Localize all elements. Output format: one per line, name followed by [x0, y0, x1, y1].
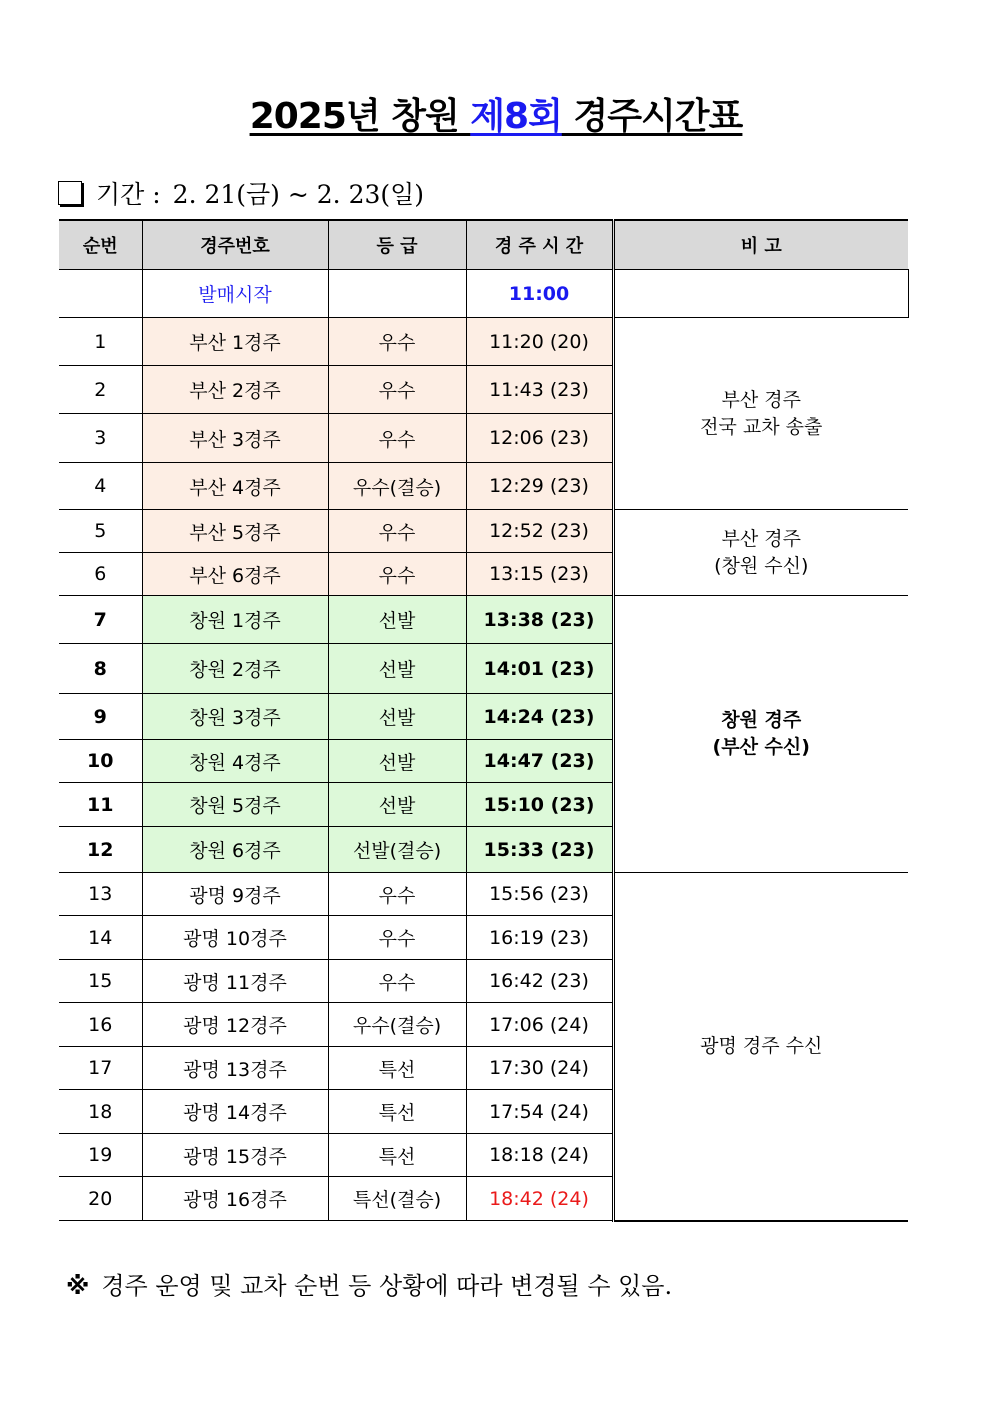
row-no: 6: [59, 553, 142, 596]
row-no: 10: [59, 740, 142, 783]
row-time: 13:38 (23): [466, 596, 613, 644]
row-race: 부산 3경주: [142, 414, 328, 463]
start-time: 11:00: [466, 270, 613, 318]
race-schedule-table: [59, 219, 909, 1222]
title-highlight: 제8회: [470, 96, 562, 137]
row-race: 광명 9경주: [142, 873, 328, 916]
row-no: 4: [59, 463, 142, 510]
header-time: 경 주 시 간: [466, 220, 613, 270]
remark-line: (부산 수신): [712, 736, 810, 758]
row-time: 14:47 (23): [466, 740, 613, 783]
row-time: 14:24 (23): [466, 694, 613, 740]
row-race: 광명 11경주: [142, 960, 328, 1003]
header-remark: 비 고: [613, 220, 908, 270]
row-race: 창원 5경주: [142, 783, 328, 827]
reference-mark-icon: ※: [66, 1272, 90, 1300]
table-row: [59, 596, 908, 644]
row-grade: 특선: [328, 1047, 466, 1090]
row-grade: 특선(결승): [328, 1177, 466, 1221]
row-race: 창원 2경주: [142, 644, 328, 694]
row-time: 16:42 (23): [466, 960, 613, 1003]
row-time: 15:56 (23): [466, 873, 613, 916]
period-label: 기간 :: [96, 180, 161, 209]
row-grade: 선발: [328, 644, 466, 694]
row-no: 5: [59, 510, 142, 553]
row-time: 18:18 (24): [466, 1134, 613, 1177]
checkbox-icon: [58, 181, 82, 205]
row-grade: 우수(결승): [328, 463, 466, 510]
row-time: 15:33 (23): [466, 827, 613, 873]
row-no: 8: [59, 644, 142, 694]
start-remark: [613, 270, 908, 318]
row-grade: 우수: [328, 366, 466, 414]
row-grade: 특선: [328, 1090, 466, 1134]
row-time: 11:20 (20): [466, 318, 613, 366]
remark-line: 부산 경주: [721, 388, 801, 411]
sales-start-row: [59, 270, 908, 318]
row-no: 16: [59, 1003, 142, 1047]
row-race: 창원 6경주: [142, 827, 328, 873]
row-grade: 특선: [328, 1134, 466, 1177]
period-line: [58, 175, 424, 211]
header-no: 순번: [59, 220, 142, 270]
remark-busan-receive: [613, 510, 908, 596]
period-value: 2. 21(금) ~ 2. 23(일): [172, 180, 425, 209]
row-grade: 우수: [328, 414, 466, 463]
row-grade: 선발: [328, 596, 466, 644]
row-race: 광명 13경주: [142, 1047, 328, 1090]
remark-line: 부산 경주: [721, 527, 801, 550]
row-grade: 우수: [328, 553, 466, 596]
remark-line: (창원 수신): [714, 554, 809, 577]
row-time: 16:19 (23): [466, 916, 613, 960]
row-race: 광명 10경주: [142, 916, 328, 960]
row-race: 부산 4경주: [142, 463, 328, 510]
table-row: [59, 873, 908, 916]
row-no: 2: [59, 366, 142, 414]
row-race: 부산 5경주: [142, 510, 328, 553]
start-no: [59, 270, 142, 318]
row-time: 17:54 (24): [466, 1090, 613, 1134]
remark-gwangmyeong: 광명 경주 수신: [613, 873, 908, 1221]
row-race: 부산 6경주: [142, 553, 328, 596]
row-grade: 선발(결승): [328, 827, 466, 873]
row-no: 12: [59, 827, 142, 873]
row-no: 3: [59, 414, 142, 463]
table-header-row: [59, 220, 908, 270]
row-race: 광명 14경주: [142, 1090, 328, 1134]
row-race: 광명 12경주: [142, 1003, 328, 1047]
row-no: 7: [59, 596, 142, 644]
row-race: 부산 1경주: [142, 318, 328, 366]
row-time: 15:10 (23): [466, 783, 613, 827]
title-prefix: 2025년 창원: [249, 96, 471, 137]
header-grade: 등 급: [328, 220, 466, 270]
start-race: 발매시작: [142, 270, 328, 318]
remark-changwon: [613, 596, 908, 873]
row-race: 광명 15경주: [142, 1134, 328, 1177]
row-no: 15: [59, 960, 142, 1003]
row-race: 창원 3경주: [142, 694, 328, 740]
row-race: 창원 4경주: [142, 740, 328, 783]
row-no: 1: [59, 318, 142, 366]
table-row: [59, 318, 908, 366]
table-row: [59, 510, 908, 553]
row-race: 부산 2경주: [142, 366, 328, 414]
row-grade: 선발: [328, 740, 466, 783]
page-title: [0, 88, 992, 139]
remark-busan-national: [613, 318, 908, 510]
row-grade: 우수: [328, 510, 466, 553]
row-time: 13:15 (23): [466, 553, 613, 596]
row-grade: 우수(결승): [328, 1003, 466, 1047]
title-suffix: 경주시간표: [561, 96, 743, 137]
row-no: 9: [59, 694, 142, 740]
row-time: 14:01 (23): [466, 644, 613, 694]
row-time: 18:42 (24): [466, 1177, 613, 1221]
header-race: 경주번호: [142, 220, 328, 270]
row-no: 11: [59, 783, 142, 827]
row-no: 20: [59, 1177, 142, 1221]
row-time: 17:06 (24): [466, 1003, 613, 1047]
row-race: 창원 1경주: [142, 596, 328, 644]
row-no: 18: [59, 1090, 142, 1134]
row-grade: 선발: [328, 783, 466, 827]
row-time: 12:29 (23): [466, 463, 613, 510]
row-time: 17:30 (24): [466, 1047, 613, 1090]
row-time: 12:52 (23): [466, 510, 613, 553]
start-grade: [328, 270, 466, 318]
row-time: 12:06 (23): [466, 414, 613, 463]
row-no: 13: [59, 873, 142, 916]
row-time: 11:43 (23): [466, 366, 613, 414]
row-race: 광명 16경주: [142, 1177, 328, 1221]
footnote: [66, 1266, 672, 1301]
footnote-text: 경주 운영 및 교차 순번 등 상황에 따라 변경될 수 있음.: [101, 1272, 673, 1300]
remark-line: 창원 경주: [721, 709, 802, 731]
remark-line: 전국 교차 송출: [700, 415, 823, 438]
row-grade: 선발: [328, 694, 466, 740]
row-grade: 우수: [328, 916, 466, 960]
row-grade: 우수: [328, 873, 466, 916]
row-grade: 우수: [328, 318, 466, 366]
row-no: 17: [59, 1047, 142, 1090]
row-no: 14: [59, 916, 142, 960]
row-no: 19: [59, 1134, 142, 1177]
row-grade: 우수: [328, 960, 466, 1003]
